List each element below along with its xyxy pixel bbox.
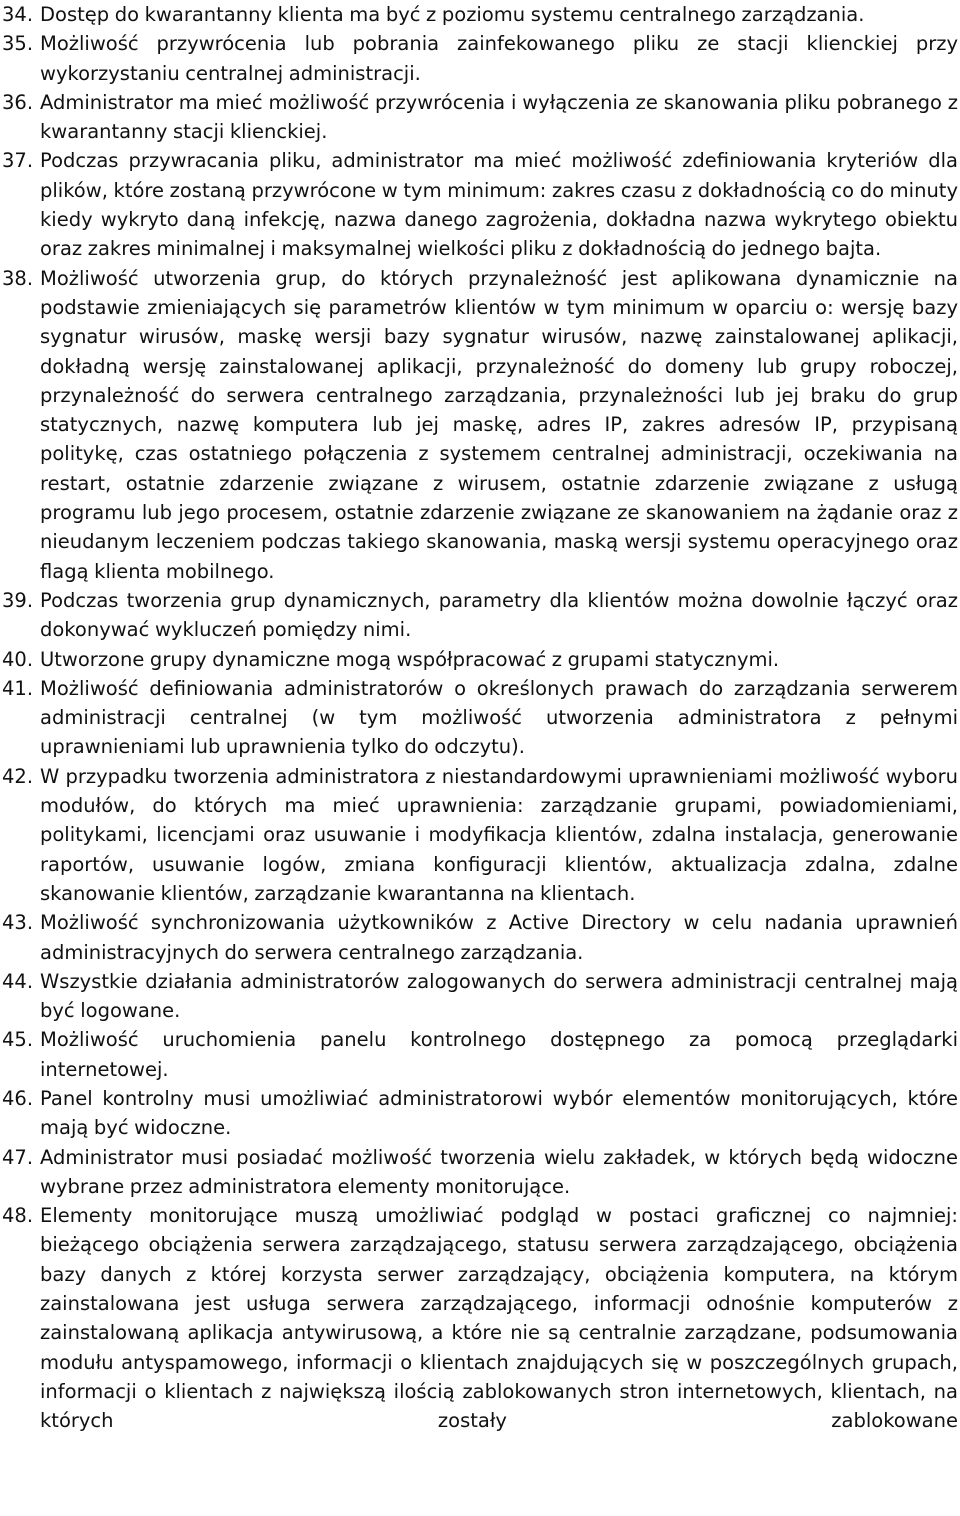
list-item-45 [2,1025,958,1084]
list-item-46 [2,1084,958,1143]
item-text: Możliwość przywrócenia lub pobrania zainfekowanego pliku ze stacji klienckiej przy wykorzystaniu centralnej administracji. [40,32,958,85]
item-text: Administrator musi posiadać możliwość tworzenia wielu zakładek, w których będą widoczne wybrane przez administratora elementy monitorujące. [40,1145,958,1198]
list-item-41 [2,674,958,762]
item-number: 41. [2,676,34,700]
item-text: Podczas przywracania pliku, administrator ma mieć możliwość zdefiniowania kryteriów dla plików, które zostaną przywrócone w tym minimum: zakres czasu z dokładnością co do minuty kiedy wykryto daną infekcję, nazwa danego zagrożenia, dokładna nazwa wykrytego obiektu oraz zakres minimalnej i maksymalnej wielkości pliku z dokładnością do jednego bajta. [40,149,958,261]
item-number: 39. [2,588,34,612]
list-item-42 [2,762,958,908]
list-item-44 [2,967,958,1026]
item-text: Możliwość utworzenia grup, do których przynależność jest aplikowana dynamicznie na podstawie zmieniających się parametrów klientów w tym minimum w oparciu o: wersję bazy sygnatur wirusów, maskę wersji bazy sygnatur wirusów, nazwę zainstalowanej aplikacji, dokładną wersję zainstalowanej aplikacji, przynależność do domeny lub grupy roboczej, przynależność do serwera centralnego zarządzania, przynależności lub jej braku do grup statycznych, nazwę komputera lub jej maskę, adres IP, zakres adresów IP, przypisaną politykę, czas ostatniego połączenia z systemem centralnej administracji, oczekiwania na restart, ostatnie zdarzenie związane z wirusem, ostatnie zdarzenie związane z usługą programu lub jego procesem, ostatnie zdarzenie związane ze skanowaniem na żądanie oraz z nieudanym leczeniem podczas takiego skanowania, maską wersji systemu operacyjnego oraz flagą klienta mobilnego. [40,266,958,583]
item-text: Wszystkie działania administratorów zalogowanych do serwera administracji centralnej mają być logowane. [40,969,958,1023]
item-text: Panel kontrolny musi umożliwiać administratorowi wybór elementów monitorujących, które mają być widoczne. [40,1086,958,1140]
item-number: 48. [2,1204,34,1228]
item-text: Podczas tworzenia grup dynamicznych, parametry dla klientów można dowolnie łączyć oraz dokonywać wykluczeń pomiędzy nimi. [40,588,958,642]
item-number: 36. [2,90,34,114]
list-item-43 [2,908,958,967]
item-text: Możliwość definiowania administratorów o określonych prawach do zarządzania serwerem administracji centralnej (w tym możliwość utworzenia administratora z pełnymi uprawnieniami lub uprawnienia tylko do odczytu). [40,676,958,759]
item-number: 35. [2,32,34,56]
item-number: 46. [2,1086,34,1110]
document-page [2,0,958,1436]
item-text: Dostęp do kwarantanny klienta ma być z poziomu systemu centralnego zarządzania. [40,3,865,26]
list-item-47 [2,1143,958,1202]
item-number: 37. [2,149,34,173]
item-number: 38. [2,266,34,290]
list-item-36 [2,88,958,147]
list-item-39 [2,586,958,645]
list-item-37 [2,146,958,263]
item-number: 34. [2,3,34,26]
list-item-34 [2,0,958,29]
item-text: Możliwość uruchomienia panelu kontrolnego dostępnego za pomocą przeglądarki internetowej. [40,1028,958,1081]
list-item-35 [2,29,958,88]
list-item-40 [2,645,958,674]
item-number: 45. [2,1028,34,1052]
item-number: 40. [2,647,34,671]
list-item-48 [2,1201,958,1435]
item-number: 42. [2,764,34,788]
item-text: Elementy monitorujące muszą umożliwiać podgląd w postaci graficznej co najmniej: bieżącego obciążenia serwera zarządzającego, statusu serwera zarządzającego, obciążenia bazy danych z której korzysta serwer zarządzający, obciążenia komputera, na którym zainstalowana jest usługa serwera zarządzającego, informacji odnośnie komputerów z zainstalowaną aplikacja antywirusową, a które nie są centralnie zarządzane, podsumowania modułu antyspamowego, informacji o klientach znajdujących się w poszczególnych grupach, informacji o klientach z największą ilością zablokowanych stron internetowych, klientach, na których zostały zablokowane [40,1204,958,1433]
item-text: Możliwość synchronizowania użytkowników z Active Directory w celu nadania uprawnień administracyjnych do serwera centralnego zarządzania. [40,911,958,964]
list-item-38 [2,264,958,586]
item-text: W przypadku tworzenia administratora z niestandardowymi uprawnieniami możliwość wyboru modułów, do których ma mieć uprawnienia: zarządzanie grupami, powiadomieniami, politykami, licencjami oraz usuwanie i modyfikacja klientów, zdalna instalacja, generowanie raportów, usuwanie logów, zmiana konfiguracji klientów, aktualizacja zdalna, zdalne skanowanie klientów, zarządzanie kwarantanna na klientach. [40,764,958,905]
item-number: 43. [2,911,34,935]
item-number: 47. [2,1145,34,1169]
item-text: Administrator ma mieć możliwość przywrócenia i wyłączenia ze skanowania pliku pobranego z kwarantanny stacji klienckiej. [40,90,958,144]
item-text: Utworzone grupy dynamiczne mogą współpracować z grupami statycznymi. [40,647,780,671]
item-number: 44. [2,969,34,993]
